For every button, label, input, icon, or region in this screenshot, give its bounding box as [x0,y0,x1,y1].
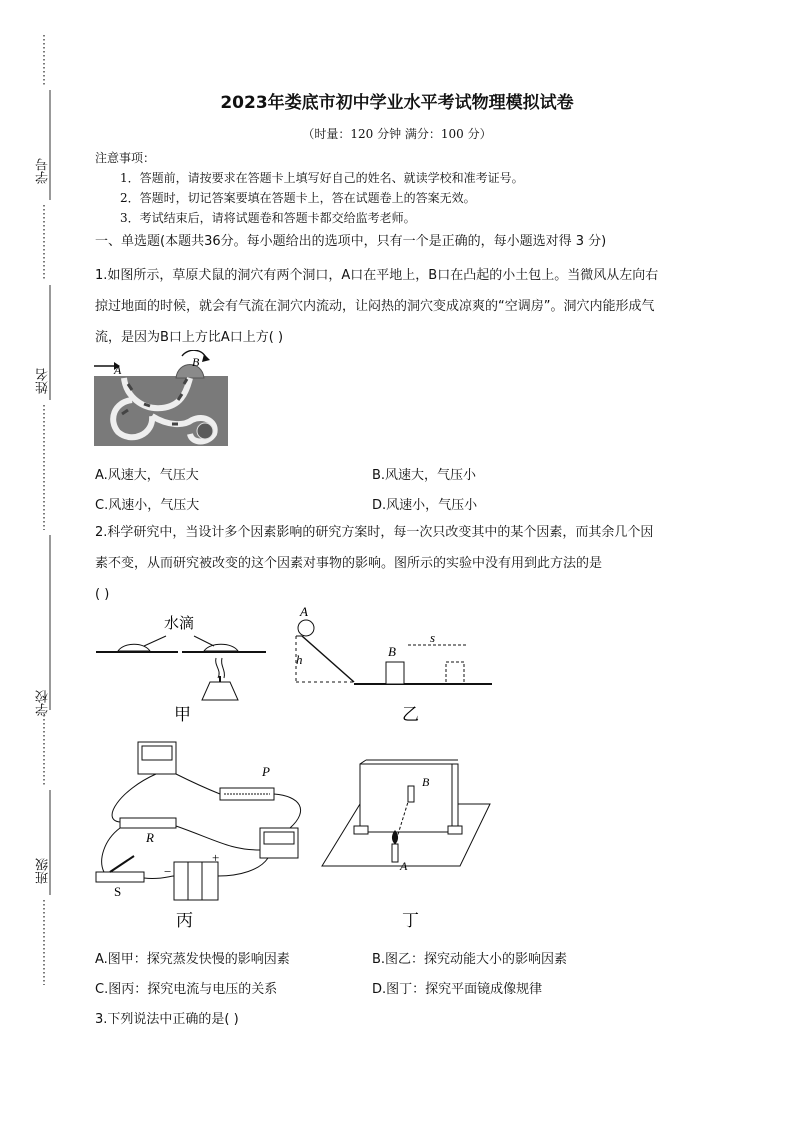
q1-option-b[interactable]: B.风速大，气压小 [372,468,477,483]
candle-b-label: B [422,775,430,789]
resistor-r-label: R [146,830,154,845]
q2-line: ( ) [95,587,110,602]
q2-option-d[interactable]: D.图丁：探究平面镜成像规律 [372,982,543,997]
water-drop-label: 水滴 [164,616,195,632]
question-1-stem [95,260,705,353]
rheostat-p-label: P [262,764,270,779]
note-item: 3．考试结束后，请将试题卷和答题卡都交给监考老师。 [120,211,416,225]
note-item: 2．答题时，切记答案要填在答题卡上，答在试题卷上的答案无效。 [120,191,476,205]
question-2-stem [95,517,705,610]
q2-option-a[interactable]: A.图甲：探究蒸发快慢的影响因素 [95,952,290,967]
battery-plus-label: + [212,850,220,865]
q1-line: 流，是因为B口上方比A口上方( ) [95,330,284,345]
figure-bing [96,742,301,930]
label-b: B [192,355,200,369]
candle-a-label: A [400,859,408,873]
notes-block [95,148,524,228]
school-label: 学校 [36,690,51,716]
section-heading: 一、单选题(本题共36分。每小题给出的选项中，只有一个是正确的，每小题选对得 3 分) [95,234,607,249]
q2-option-c[interactable]: C.图丙：探究电流与电压的关系 [95,982,278,997]
exam-info: （时量：120 分钟 满分：100 分） [302,127,492,141]
q2-line: 素不变，从而研究被改变的这个因素对事物的影响。图所示的实验中没有用到此方法的是 [95,556,603,571]
label-a: A [114,363,122,377]
battery-minus-label: − [164,864,172,879]
name-label: 姓名 [36,368,51,394]
block-b-label: B [388,644,396,659]
switch-s-label: S [114,884,122,899]
caption-jia: 甲 [174,705,191,724]
binding-sidebar [0,0,80,1123]
caption-yi: 乙 [402,705,419,724]
q1-option-d[interactable]: D.风速小，气压小 [372,498,478,513]
notes-heading: 注意事项： [95,151,156,165]
student-id-label: 学号 [36,158,51,184]
caption-bing: 丙 [176,911,193,930]
distance-s-label: s [430,630,436,645]
burrow-figure [92,350,232,450]
q1-line: 1.如图所示，草原犬鼠的洞穴有两个洞口，A口在平地上，B口在凸起的小土包上。当微风从左向右 [95,268,659,283]
q1-line: 掠过地面的时候，就会有气流在洞穴内流动，让闷热的洞穴变成凉爽的“空调房”。洞穴内能形成气 [95,299,655,314]
question-3-stem: 3.下列说法中正确的是( ) [95,1012,239,1027]
page-title: 2023年娄底市初中学业水平考试物理模拟试卷 [220,93,574,113]
class-label: 班级 [36,858,51,884]
experiments-figure [90,600,510,940]
ball-a-label: A [300,604,308,619]
q2-line: 2.科学研究中，当设计多个因素影响的研究方案时，每一次只改变其中的某个因素，而其余几个因 [95,525,654,540]
figure-ding [322,760,490,930]
q2-option-b[interactable]: B.图乙：探究动能大小的影响因素 [372,952,568,967]
q1-option-a[interactable]: A.风速大，气压大 [95,468,199,483]
figure-yi [296,604,492,724]
height-h-label: h [296,652,303,667]
caption-ding: 丁 [402,911,419,930]
note-item: 1．答题前，请按要求在答题卡上填写好自己的姓名、就读学校和准考证号。 [120,171,524,185]
figure-jia [96,615,266,724]
q1-option-c[interactable]: C.风速小，气压大 [95,498,200,513]
